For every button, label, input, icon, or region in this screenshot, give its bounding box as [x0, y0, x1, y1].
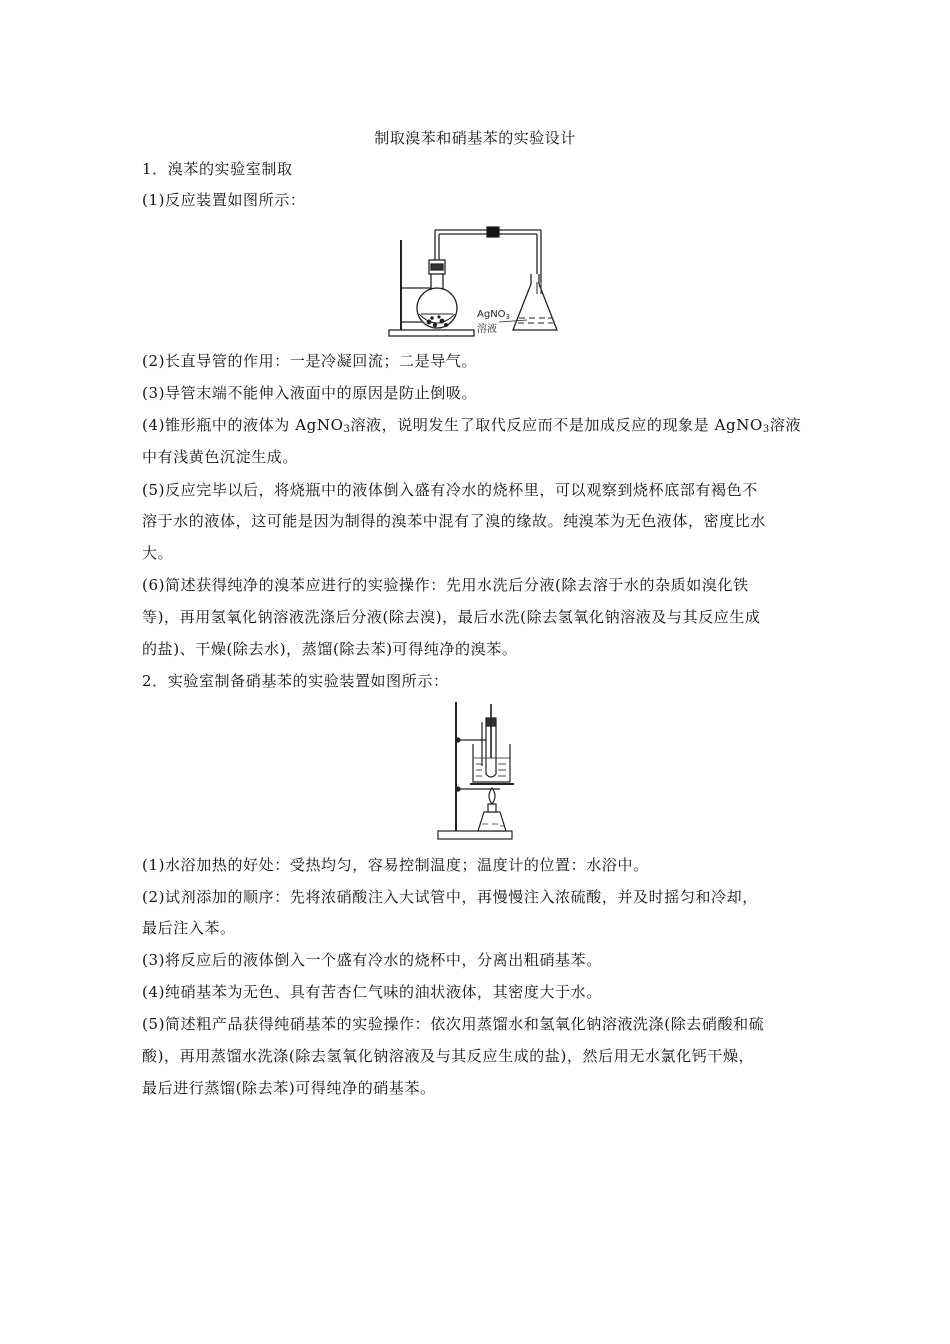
section2-heading: 2．实验室制备硝基苯的实验装置如图所示：	[142, 672, 449, 690]
section2-p4: (4)纯硝基苯为无色、具有苦杏仁气味的油状液体，其密度大于水。	[142, 983, 602, 1001]
nitrobenzene-apparatus-figure	[436, 700, 516, 842]
section2-p2-line1: (2)试剂添加的顺序：先将浓硝酸注入大试管中，再慢慢注入浓硫酸，并及时摇匀和冷却，	[142, 888, 758, 906]
section1-p4-line2: 中有浅黄色沉淀生成。	[142, 448, 299, 466]
document-title: 制取溴苯和硝基苯的实验设计	[374, 129, 576, 147]
section1-p2: (2)长直导管的作用：一是冷凝回流；二是导气。	[142, 352, 478, 370]
bromobenzene-apparatus-figure	[385, 222, 565, 340]
section1-p6-line2: 等)，再用氢氧化钠溶液洗涤后分液(除去溴)，最后水洗(除去氢氧化钠溶液及与其反应生成	[142, 608, 761, 626]
section1-p6-line3: 的盐)、干燥(除去水)，蒸馏(除去苯)可得纯净的溴苯。	[142, 640, 518, 658]
section2-p3: (3)将反应后的液体倒入一个盛有冷水的烧杯中，分离出粗硝基苯。	[142, 951, 602, 969]
section2-p5-line1: (5)简述粗产品获得纯硝基苯的实验操作：依次用蒸馏水和氢氧化钠溶液洗涤(除去硝酸和硫	[142, 1015, 765, 1033]
section1-p5-line3: 大。	[142, 544, 174, 562]
section1-p6-line1: (6)简述获得纯净的溴苯应进行的实验操作：先用水洗后分液(除去溶于水的杂质如溴化铁	[142, 576, 749, 594]
solution-label: 溶液	[477, 324, 497, 335]
agno3-label: AgNO$_3$	[477, 309, 511, 321]
section2-p2-line2: 最后注入苯。	[142, 919, 236, 937]
section2-p5-line3: 最后进行蒸馏(除去苯)可得纯净的硝基苯。	[142, 1079, 436, 1097]
section2-p1: (1)水浴加热的好处：受热均匀，容易控制温度；温度计的位置：水浴中。	[142, 856, 649, 874]
section1-heading: 1．溴苯的实验室制取	[142, 160, 293, 178]
section1-p5-line2: 溶于水的液体，这可能是因为制得的溴苯中混有了溴的缘故。纯溴苯为无色液体，密度比水	[142, 512, 767, 530]
section1-p3: (3)导管末端不能伸入液面中的原因是防止倒吸。	[142, 384, 478, 402]
section1-p1: (1)反应装置如图所示：	[142, 191, 306, 209]
section1-p5-line1: (5)反应完毕以后，将烧瓶中的液体倒入盛有冷水的烧杯里，可以观察到烧杯底部有褐色不	[142, 481, 758, 499]
section2-p5-line2: 酸)，再用蒸馏水洗涤(除去氢氧化钠溶液及与其反应生成的盐)，然后用无水氯化钙干燥，	[142, 1047, 755, 1065]
section1-p4: (4)锥形瓶中的液体为 AgNO$_3$溶液，说明发生了取代反应而不是加成反应的现象是 AgNO$_3$溶液	[142, 416, 802, 435]
